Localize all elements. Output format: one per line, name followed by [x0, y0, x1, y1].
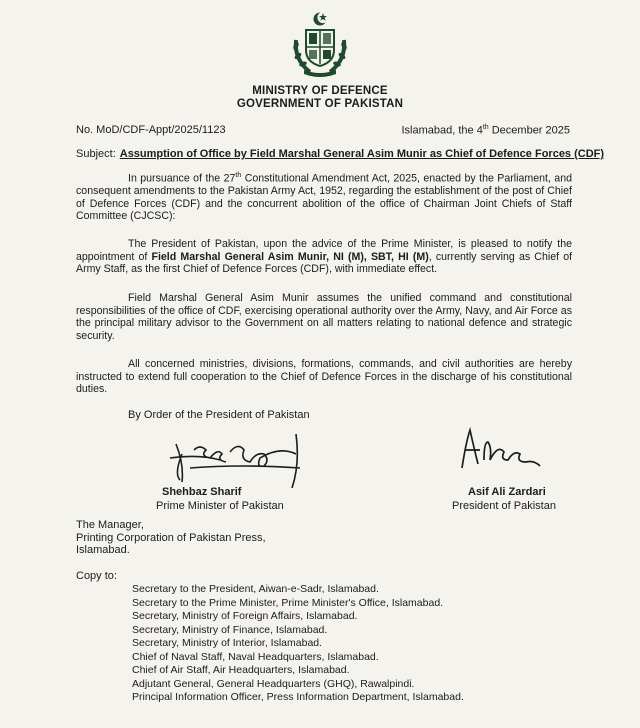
list-item: Secretary to the President, Aiwan-e-Sadr, Islamabad.	[132, 583, 379, 595]
subject-text: Assumption of Office by Field Marshal General Asim Munir as Chief of Defence Forces (CDF)	[119, 148, 605, 160]
prime-minister-signature	[160, 424, 320, 490]
subject-label: Subject:	[76, 148, 116, 160]
reference-number: No. MoD/CDF-Appt/2025/1123	[76, 124, 226, 136]
addressee-line: Islamabad.	[76, 544, 130, 556]
paragraph-2: The President of Pakistan, upon the advice of the Prime Minister, is pleased to notify the appointment of Field Marshal General Asim Munir, NI (M), SBT, HI (M), currently serving as Chief of Army Staff, as the first Chief of Defence Forces (CDF), with immediate effect.	[76, 238, 573, 276]
signatory-title-president: President of Pakistan	[452, 500, 556, 512]
government-heading: GOVERNMENT OF PAKISTAN	[236, 98, 404, 110]
list-item: Secretary to the Prime Minister, Prime Minister's Office, Islamabad.	[132, 596, 444, 609]
copy-to-list	[132, 583, 464, 705]
president-signature	[454, 420, 544, 478]
list-item: Adjutant General, General Headquarters (GHQ), Rawalpindi.	[132, 677, 415, 690]
list-item: Secretary, Ministry of Finance, Islamabad.	[132, 623, 328, 636]
signatory-name-pm: Shehbaz Sharif	[162, 486, 242, 498]
signatory-title-pm: Prime Minister of Pakistan	[156, 500, 284, 512]
paragraph-3: Field Marshal General Asim Munir assumes the unified command and constitutional responsibilities of the office of CDF, exercising operational authority over the Army, Navy, and Air Force as the principal military advisor to the Government on all matters relating to national defence and strategic security.	[76, 292, 572, 342]
list-item: Chief of Air Staff, Air Headquarters, Islamabad.	[132, 664, 350, 676]
list-item: Secretary, Ministry of Foreign Affairs, Islamabad.	[132, 610, 358, 622]
paragraph-4: All concerned ministries, divisions, formations, commands, and civil authorities are hereby instructed to extend full cooperation to the Chief of Defence Forces in the discharge of his constitutional duties.	[76, 358, 572, 396]
copy-to-label: Copy to:	[76, 570, 117, 582]
paragraph-1: In pursuance of the 27th Constitutional Amendment Act, 2025, enacted by the Parliament, and consequent amendments to the Pakistan Army Act, 1952, regarding the establishment of the post of Chief of Defence Forces (CDF) and the concurrent abolition of the office of Chairman Joint Chiefs of Staff Committee (CJCSC):	[76, 172, 572, 223]
list-item: Principal Information Officer, Press Information Department, Islamabad.	[132, 691, 464, 703]
appointee-name: Field Marshal General Asim Munir, NI (M), SBT, HI (M)	[151, 250, 429, 263]
list-item: Secretary, Ministry of Interior, Islamabad.	[132, 637, 323, 649]
list-item: Chief of Naval Staff, Naval Headquarters, Islamabad.	[132, 650, 379, 663]
subject-line	[76, 148, 605, 160]
signatory-name-president: Asif Ali Zardari	[468, 486, 546, 498]
addressee-line: The Manager,	[76, 519, 144, 531]
state-emblem-of-pakistan-icon	[286, 10, 354, 78]
addressee-line: Printing Corporation of Pakistan Press,	[76, 531, 266, 544]
issue-date: Islamabad, the 4th December 2025	[401, 124, 570, 137]
order-line: By Order of the President of Pakistan	[128, 409, 310, 421]
ministry-heading: MINISTRY OF DEFENCE	[252, 85, 388, 97]
